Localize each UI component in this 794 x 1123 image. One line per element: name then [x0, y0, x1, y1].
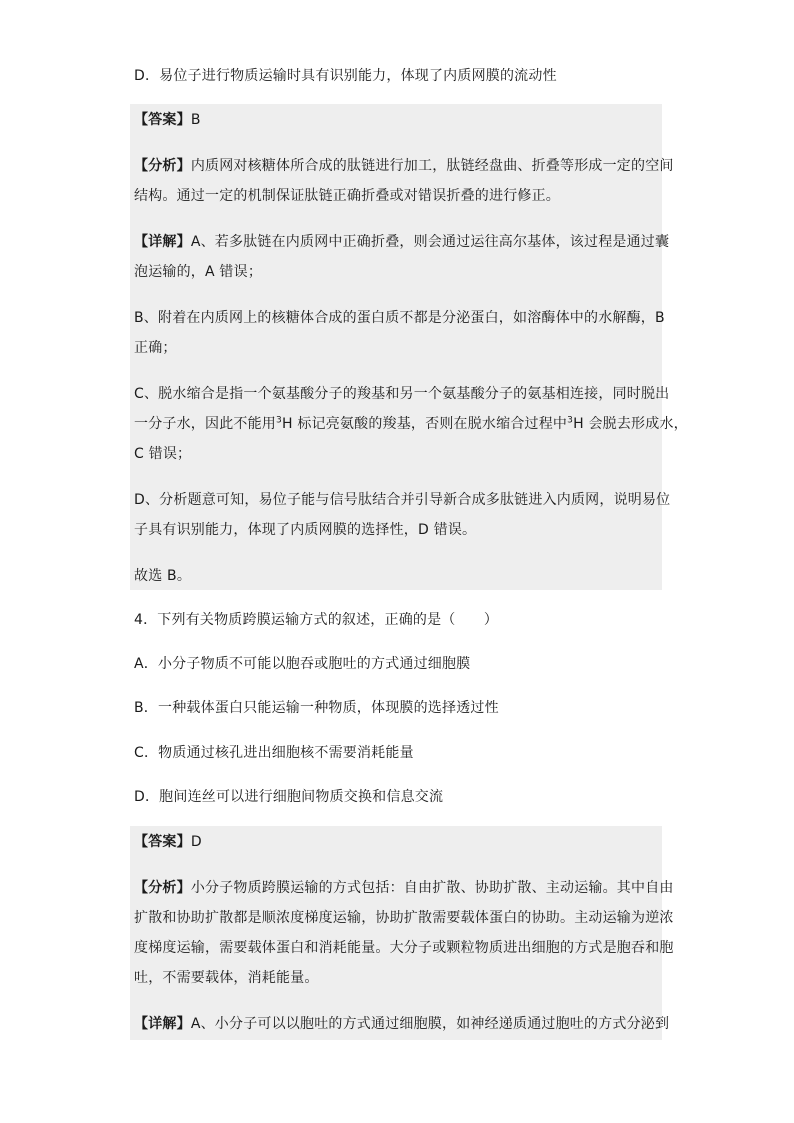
analysis-text: 内质网对核糖体所合成的肽链进行加工，肽链经盘曲、折叠等形成一定的空间: [190, 158, 674, 174]
answer-value: B: [190, 112, 201, 128]
q4-analysis-line-2: 扩散和协助扩散都是顺浓度梯度运输，协助扩散需要载体蛋白的协助。主动运输为逆浓: [134, 910, 674, 926]
q3-detail-d-line-1: D、分析题意可知，易位子能与信号肽结合并引导新合成多肽链进入内质网，说明易位: [134, 492, 671, 508]
q4-stem: 4．下列有关物质跨膜运输方式的叙述，正确的是（ ）: [134, 612, 499, 628]
detail-text: A、若多肽链在内质网中正确折叠，则会通过运往高尔基体，该过程是通过囊: [190, 234, 670, 250]
analysis-text: 小分子物质跨膜运输的方式包括：自由扩散、协助扩散、主动运输。其中自由: [190, 880, 674, 896]
q4-option-b: B．一种载体蛋白只能运输一种物质，体现膜的选择透过性: [134, 700, 499, 716]
q3-option-d: D．易位子进行物质运输时具有识别能力，体现了内质网膜的流动性: [134, 68, 557, 84]
analysis-label: 【分析】: [134, 880, 191, 896]
text-segment: 一分子水，因此不能用: [134, 416, 276, 432]
q4-option-c: C．物质通过核孔进出细胞核不需要消耗能量: [134, 745, 414, 761]
text-segment: H 标记亮氨酸的羧基，否则在脱水缩合过程中: [281, 416, 568, 432]
q4-analysis-line-1: [134, 878, 674, 898]
detail-text: A、小分子可以以胞吐的方式通过细胞膜，如神经递质通过胞吐的方式分泌到: [190, 1016, 670, 1032]
analysis-label: 【分析】: [134, 158, 191, 174]
q3-detail-d-line-2: 子具有识别能力，体现了内质网膜的选择性，D 错误。: [134, 522, 477, 538]
detail-label: 【详解】: [134, 234, 191, 250]
detail-label: 【详解】: [134, 1016, 191, 1032]
q4-solution-block: [130, 826, 662, 1040]
q4-option-a: A．小分子物质不可能以胞吞或胞吐的方式通过细胞膜: [134, 656, 471, 672]
answer-label: 【答案】: [134, 834, 191, 850]
superscript: 3: [567, 415, 574, 426]
q3-detail-a-line-1: [134, 232, 669, 252]
answer-label: 【答案】: [134, 112, 191, 128]
q3-detail-c-line-2: [134, 414, 688, 434]
q3-analysis-line-2: 结构。通过一定的机制保证肽链正确折叠或对错误折叠的进行修正。: [134, 188, 560, 204]
text-segment: H 会脱去形成水，: [573, 416, 688, 432]
q3-detail-b-line-1: B、附着在内质网上的核糖体合成的蛋白质不都是分泌蛋白，如溶酶体中的水解酶，B: [134, 310, 665, 326]
q4-analysis-line-3: 度梯度运输，需要载体蛋白和消耗能量。大分子或颗粒物质进出细胞的方式是胞吞和胞: [134, 940, 674, 956]
q4-detail-line-1: [134, 1014, 669, 1034]
q3-answer: [134, 110, 201, 130]
q4-option-d: D．胞间连丝可以进行细胞间物质交换和信息交流: [134, 789, 444, 805]
answer-value: D: [190, 834, 202, 850]
q3-detail-b-line-2: 正确；: [134, 340, 177, 356]
q3-conclusion: 故选 B。: [134, 568, 192, 584]
q4-answer: [134, 832, 202, 852]
superscript: 3: [276, 415, 282, 426]
q3-detail-a-line-2: 泡运输的，A 错误；: [134, 264, 263, 280]
q3-detail-c-line-3: C 错误；: [134, 446, 192, 462]
q3-detail-c-line-1: C、脱水缩合是指一个氨基酸分子的羧基和另一个氨基酸分子的氨基相连接，同时脱出: [134, 386, 670, 402]
q3-solution-block: [130, 104, 662, 590]
q3-analysis-line-1: [134, 156, 674, 176]
q4-analysis-line-4: 吐，不需要载体，消耗能量。: [134, 970, 319, 986]
